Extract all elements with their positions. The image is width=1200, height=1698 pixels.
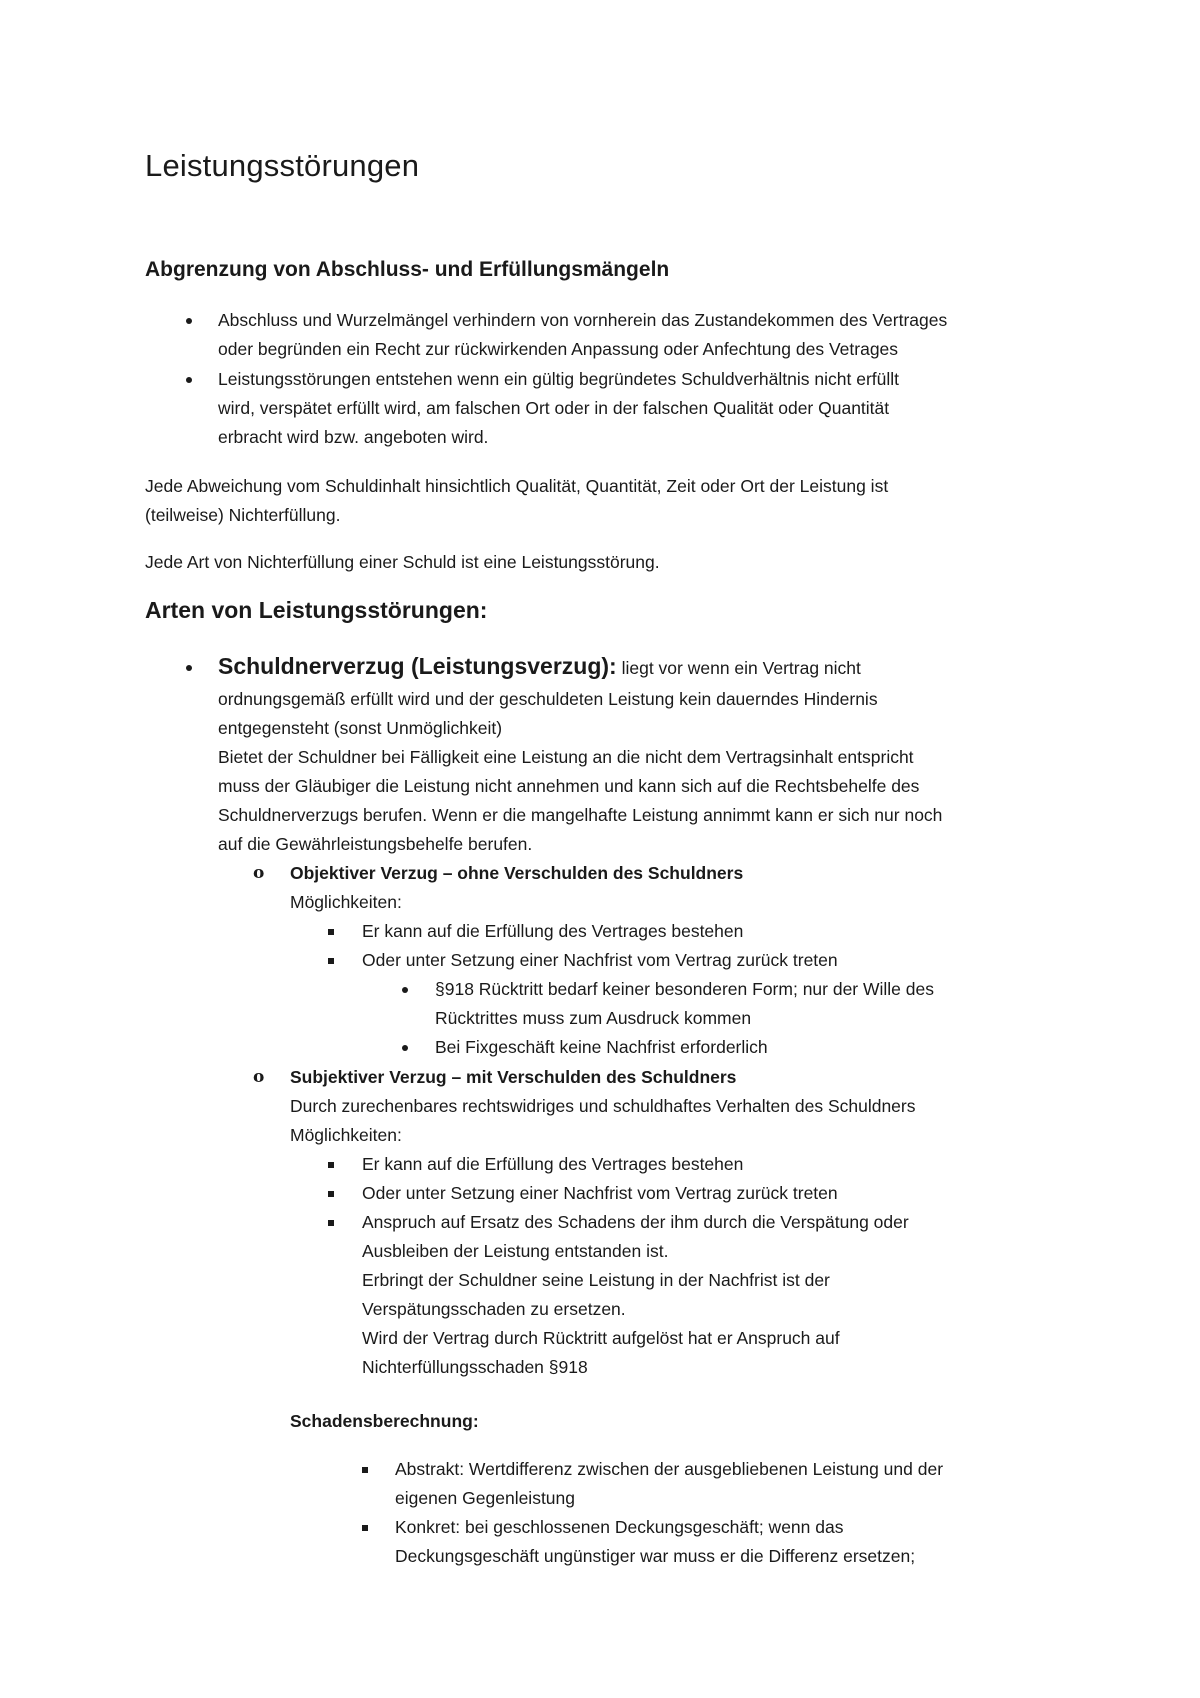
- list-item-line: auf die Gewährleistungsbehelfe berufen.: [218, 834, 533, 854]
- bullet-dot: [186, 665, 192, 671]
- list-item-line: erbracht wird bzw. angeboten wird.: [218, 427, 489, 447]
- square-bullet: [362, 1467, 368, 1473]
- list-item-line: Rücktrittes muss zum Ausdruck kommen: [435, 1008, 752, 1028]
- list-item-line: Abschluss und Wurzelmängel verhindern von vornherein das Zustandekommen des Vertrages: [218, 310, 948, 330]
- subsection-title: Objektiver Verzug – ohne Verschulden des Schuldners: [290, 863, 744, 883]
- subsection-label: Möglichkeiten:: [290, 1125, 402, 1145]
- list-item: Bei Fixgeschäft keine Nachfrist erforderlich: [435, 1037, 768, 1057]
- section-heading-abgrenzung: Abgrenzung von Abschluss- und Erfüllungsmängeln: [145, 258, 670, 281]
- circle-bullet-marker: o: [253, 863, 265, 883]
- list-item-line: §918 Rücktritt bedarf keiner besonderen Form; nur der Wille des: [435, 979, 934, 999]
- list-item: [218, 365, 899, 452]
- list-item-line: eigenen Gegenleistung: [395, 1488, 576, 1508]
- list-item-line: oder begründen ein Recht zur rückwirkenden Anpassung oder Anfechtung des Vetrages: [218, 339, 899, 359]
- circle-bullet-marker: o: [253, 1067, 265, 1087]
- paragraph-line: (teilweise) Nichterfüllung.: [145, 505, 341, 525]
- list-item: [395, 1455, 943, 1513]
- bullet-dot: [186, 318, 192, 324]
- square-bullet: [328, 958, 334, 964]
- list-item: Oder unter Setzung einer Nachfrist vom Vertrag zurück treten: [362, 1183, 838, 1203]
- list-item-line: muss der Gläubiger die Leistung nicht annehmen und kann sich auf die Rechtsbehelfe des: [218, 776, 920, 796]
- square-bullet: [362, 1525, 368, 1531]
- list-item-objective: [290, 859, 743, 917]
- list-item: [395, 1513, 915, 1571]
- bullet-dot: [402, 1045, 408, 1051]
- bullet-dot: [402, 987, 408, 993]
- paragraph-line: Jede Abweichung vom Schuldinhalt hinsichtlich Qualität, Quantität, Zeit oder Ort der Leistung ist: [145, 476, 889, 496]
- subsection-title: Subjektiver Verzug – mit Verschulden des Schuldners: [290, 1067, 737, 1087]
- list-item-line: entgegensteht (sonst Unmöglichkeit): [218, 718, 503, 738]
- list-item-line: Deckungsgeschäft ungünstiger war muss er die Differenz ersetzen;: [395, 1546, 916, 1566]
- item-title: Schuldnerverzug (Leistungsverzug):: [218, 653, 617, 679]
- list-item-line: ordnungsgemäß erfüllt wird und der geschuldeten Leistung kein dauerndes Hindernis: [218, 689, 878, 709]
- list-item-line: Ausbleiben der Leistung entstanden ist.: [362, 1241, 669, 1261]
- list-item: [218, 306, 947, 364]
- item-text: liegt vor wenn ein Vertrag nicht: [616, 658, 861, 678]
- list-item-line: wird, verspätet erfüllt wird, am falschen Ort oder in der falschen Qualität oder Quantität: [218, 398, 890, 418]
- subsection-desc: Durch zurechenbares rechtswidriges und schuldhaftes Verhalten des Schuldners: [290, 1096, 916, 1116]
- list-item-line: Wird der Vertrag durch Rücktritt aufgelöst hat er Anspruch auf: [362, 1328, 840, 1348]
- list-item-line: Nichterfüllungsschaden §918: [362, 1357, 588, 1377]
- square-bullet: [328, 1191, 334, 1197]
- damages-heading: Schadensberechnung:: [290, 1411, 479, 1431]
- square-bullet: [328, 929, 334, 935]
- list-item-line: Erbringt der Schuldner seine Leistung in der Nachfrist ist der: [362, 1270, 830, 1290]
- list-item: Er kann auf die Erfüllung des Vertrages bestehen: [362, 921, 744, 941]
- paragraph: [145, 472, 888, 530]
- subsection-label: Möglichkeiten:: [290, 892, 402, 912]
- section-heading-arten: Arten von Leistungsstörungen:: [145, 597, 488, 623]
- list-item-line: [218, 649, 942, 685]
- list-item: Er kann auf die Erfüllung des Vertrages bestehen: [362, 1154, 744, 1174]
- list-item: [435, 975, 934, 1033]
- list-item-schuldnerverzug: [218, 649, 942, 859]
- bullet-dot: [186, 377, 192, 383]
- square-bullet: [328, 1162, 334, 1168]
- list-item-line: Verspätungsschaden zu ersetzen.: [362, 1299, 626, 1319]
- list-item-subjective: [290, 1063, 916, 1150]
- list-item-line: Abstrakt: Wertdifferenz zwischen der ausgebliebenen Leistung und der: [395, 1459, 944, 1479]
- list-item-line: Konkret: bei geschlossenen Deckungsgeschäft; wenn das: [395, 1517, 844, 1537]
- square-bullet: [328, 1220, 334, 1226]
- page-title: Leistungsstörungen: [145, 148, 420, 183]
- list-item-line: Anspruch auf Ersatz des Schadens der ihm durch die Verspätung oder: [362, 1212, 909, 1232]
- list-item-line: Leistungsstörungen entstehen wenn ein gültig begründetes Schuldverhältnis nicht erfüllt: [218, 369, 900, 389]
- list-item-line: Bietet der Schuldner bei Fälligkeit eine Leistung an die nicht dem Vertragsinhalt entspricht: [218, 747, 914, 767]
- paragraph: Jede Art von Nichterfüllung einer Schuld ist eine Leistungsstörung.: [145, 552, 660, 572]
- list-item-line: Schuldnerverzugs berufen. Wenn er die mangelhafte Leistung annimmt kann er sich nur noch: [218, 805, 943, 825]
- list-item: [362, 1208, 909, 1382]
- list-item: Oder unter Setzung einer Nachfrist vom Vertrag zurück treten: [362, 950, 838, 970]
